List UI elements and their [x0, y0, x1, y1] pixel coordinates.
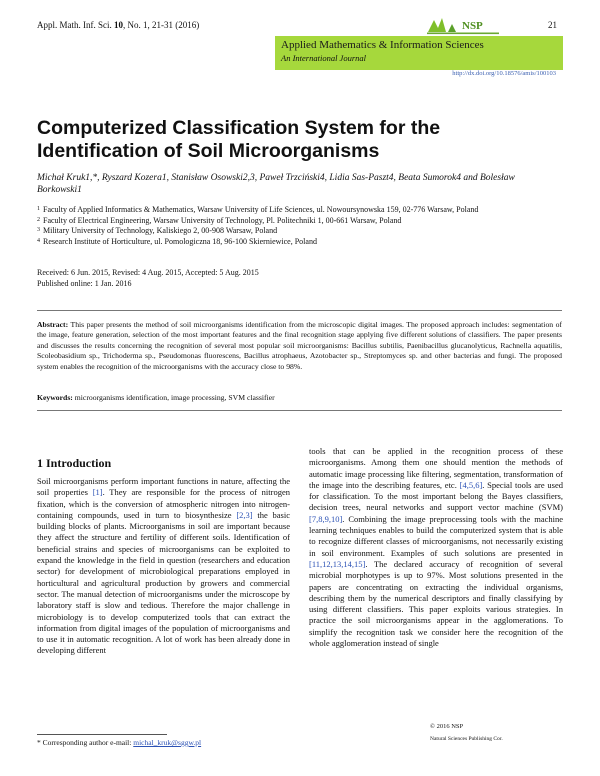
- body-column-left: [37, 476, 290, 657]
- citation-link[interactable]: [11,12,13,14,15]: [309, 558, 366, 569]
- journal-ref-suffix: , No. 1, 21-31 (2016): [123, 20, 200, 30]
- published-date: Published online: 1 Jan. 2016: [37, 278, 132, 288]
- author-email-link[interactable]: michal_kruk@sggw.pl: [133, 738, 202, 747]
- citation-link[interactable]: [1]: [92, 487, 103, 498]
- doi-link[interactable]: http://dx.doi.org/10.18576/amis/100103: [452, 70, 556, 77]
- publisher-name: Natural Sciences Publishing Cor.: [430, 736, 503, 742]
- affiliations: [37, 205, 547, 247]
- body-text: . The declared accuracy of recognition of several microbial morphotypes is up to 97%. Most solutions presented in the papers are concentrating on extracting the individual organisms, describing them by the numerical descriptors and finally classifying by using different classifiers. This paper exploits various strategies. In practice the soil microorganisms appear in the agglomerations. To simplify the recognition task we consider here the recognition of the whole agglomeration instead of single: [309, 558, 563, 649]
- body-text: . They are responsible for the process of nitrogen fixation, which is the conversion of atmospheric nitrogen into nitrogen-containing compounds, used in turn to biosynthesize: [37, 487, 290, 520]
- citation-link[interactable]: [7,8,9,10]: [309, 513, 343, 524]
- affiliation-text: Faculty of Electrical Engineering, Warsaw University of Technology, Pl. Politechniki 1, 00-661 Warsaw, Poland: [43, 215, 402, 225]
- affiliation-text: Military University of Technology, Kaliskiego 2, 00-908 Warsaw, Poland: [43, 226, 278, 235]
- affiliation-number: 3: [37, 227, 40, 233]
- affiliation: [37, 205, 547, 216]
- paper-title: Computerized Classification System for the Identification of Soil Microorganisms: [37, 117, 441, 162]
- body-text: . Combining the image preprocessing tools with the machine learning techniques enables to build the computerized system that is able to recognize different classes of microorganisms, not necessarily existing in soil environment. Examples of such solutions are presented in: [309, 513, 563, 558]
- section-heading: 1 Introduction: [37, 456, 112, 470]
- publication-dates: [37, 268, 547, 289]
- citation-link[interactable]: [2,3]: [236, 509, 253, 520]
- keywords-text: microorganisms identification, image processing, SVM classifier: [74, 393, 275, 402]
- affiliation-number: 4: [37, 237, 40, 244]
- keywords: [37, 393, 562, 402]
- citation-link[interactable]: [4,5,6]: [459, 479, 483, 490]
- logo-text: NSP: [462, 20, 483, 32]
- journal-reference: [37, 20, 199, 30]
- affiliation-text: Faculty of Applied Informatics & Mathematics, Warsaw University of Life Sciences, ul. Nowoursynowska 159, 02-776 Warsaw, Poland: [43, 205, 479, 214]
- body-text: Soil microorganisms perform important functions in nature, affecting the soil properties: [37, 476, 290, 498]
- body-text: tools that can be applied in the recognition process of these microorganisms. Among them one should mention the methods of automatic image processing like filtering, segmentation, transformation of the image into the describing features, etc.: [309, 446, 563, 490]
- nsp-logo-icon: [424, 14, 502, 36]
- body-text: the basic building blocks of plants. Microorganisms in soil are important because they affect the structure and fertility of different soils. Identification of beneficial strains and species of microorganisms can be exploited to expand the knowledge in the field in question (researchers and education sector) for development of microbiological preparations employed in horticultural and agricultural production by growers and commercial sector. The manual detection of microorganisms under the microscope by laboratory staff is slow and tedious. Therefore the major challenge in microbiology is to develop computerized tools that can extract the information from digital images of the population of microorganisms and to use it in automatic recognition. A lot of work has been already done in developing different: [37, 509, 290, 656]
- page-number: 21: [548, 20, 557, 30]
- affiliation-text: Research Institute of Horticulture, ul. Pomologiczna 18, 96-100 Skierniewice, Poland: [43, 236, 317, 246]
- affiliation-number: 2: [37, 216, 40, 223]
- keywords-label: Keywords:: [37, 393, 73, 402]
- author-list: Michał Kruk1,*, Ryszard Kozera1, Stanisław Osowski2,3, Paweł Trzciński4, Lidia Sas-Paszt4, Beata Sumorok4 and Bolesław Borkowski1: [37, 173, 515, 195]
- abstract-top-divider: [37, 310, 562, 311]
- affiliation: [37, 226, 547, 237]
- journal-name: Applied Mathematics & Information Sciences: [281, 39, 484, 51]
- body-column-right: [309, 446, 563, 649]
- abstract: [37, 320, 562, 372]
- abstract-text: This paper presents the method of soil microorganisms identification from the microscopic digital images. The proposed approach includes: segmentation of the image, feature generation, selection of the most important features and the final recognition stage applying five different solutions of classifiers. The paper presents and discusses the results concerning the recognition of several most popular soil microorganisms: Bacillus subtilis, Paenibacillus glucanolyticus, Rachnella aquatilis, Scoleobasidium sp., Trichoderma sp., Pseudomonas fluorescens, Bacillus atrophaeus, Azotobacter sp., Streptomyces sp. and other bacterias and fungi. The proposed system enables the recognition of the microorganisms with the accuracy close to 98%.: [37, 320, 562, 371]
- abstract-label: Abstract:: [37, 320, 69, 329]
- affiliation: [37, 237, 547, 248]
- journal-ref-prefix: Appl. Math. Inf. Sci.: [37, 20, 114, 30]
- affiliation: [37, 216, 547, 227]
- journal-subtitle: An International Journal: [281, 53, 366, 63]
- journal-ref-volume: 10: [114, 20, 123, 30]
- footnote-label: * Corresponding author e-mail:: [37, 738, 134, 747]
- received-dates: Received: 6 Jun. 2015, Revised: 4 Aug. 2015, Accepted: 5 Aug. 2015: [37, 268, 259, 277]
- body-text: . Special tools are used for classification. To the most important belong the Bayes classifiers, decision trees, neural networks and support vector machine (SVM): [309, 479, 563, 513]
- footnote-divider: [37, 734, 167, 735]
- abstract-bottom-divider: [37, 410, 562, 411]
- corresponding-author-note: [37, 738, 201, 747]
- copyright-notice: © 2016 NSP: [430, 723, 464, 730]
- affiliation-number: 1: [37, 206, 40, 212]
